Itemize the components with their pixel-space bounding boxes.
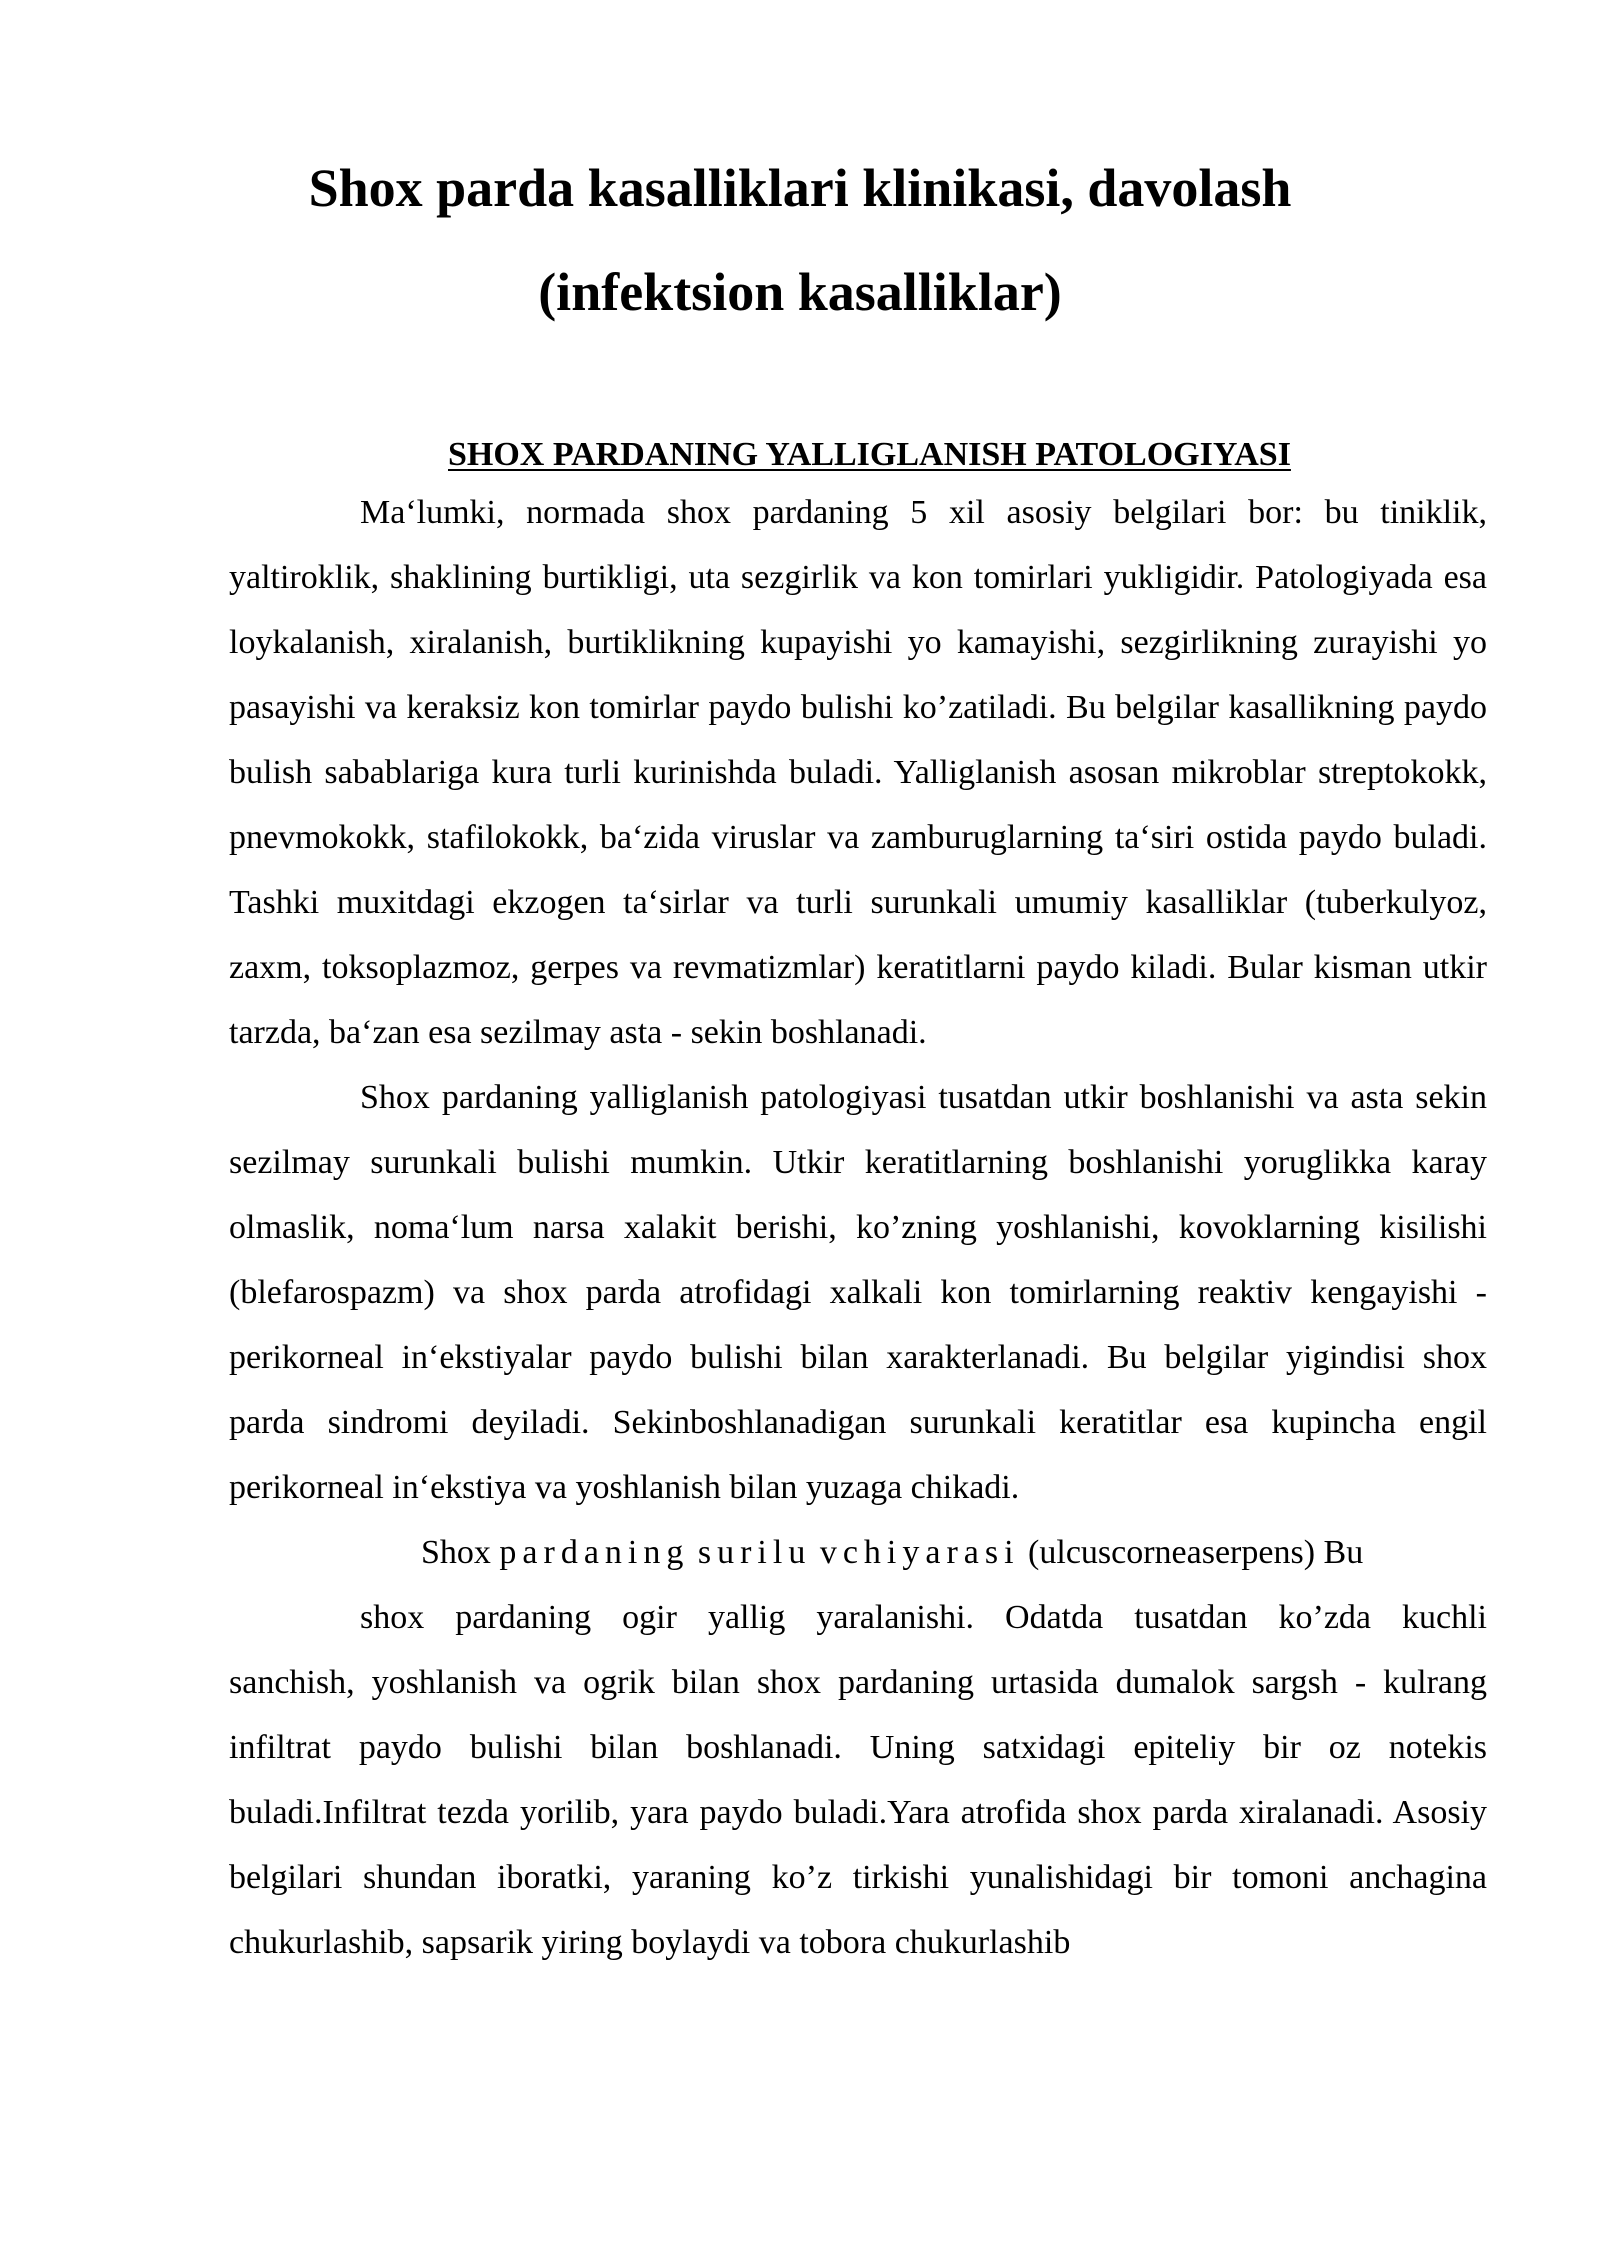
paragraph-2: Shox pardaning yalliglanish patologiyasi tusatdan utkir boshlanishi va asta sekin sezilmay surunkali bulishi mumkin. Utkir keratitlarning boshlanishi yoruglikka karay olmaslik, noma‘lum narsa xalakit berishi, ko’zning yoshlanishi, kovoklarning kisilishi (blefarospazm) va shox parda atrofidagi xalkali kon tomirlarning reaktiv kengayishi - perikorneal in‘ekstiyalar paydo bulishi bilan xarakterlanadi. Bu belgilar yigindisi shox parda sindromi deyiladi. Sekinboshlanadigan surunkali keratitlar esa kupincha engil perikorneal in‘ekstiya va yoshlanish bilan yuzaga chikadi. <box>229 1079 1487 1506</box>
document-body <box>229 480 1487 1975</box>
section-heading: SHOX PARDANING YALLIGLANISH PATOLOGIYASI <box>448 436 1291 473</box>
document-title-line-2: (infektsion kasalliklar) <box>538 262 1062 322</box>
paragraph-3-rest: (ulcuscorneaserpens) Bu <box>1028 1534 1364 1571</box>
paragraph-3-spaced-1: pardaning <box>499 1534 690 1571</box>
paragraph-3-spaced-2: surilu <box>697 1534 812 1571</box>
paragraph-1: Ma‘lumki, normada shox pardaning 5 xil asosiy belgilari bor: bu tiniklik, yaltiroklik, shaklining burtikligi, uta sezgirlik va kon tomirlari yukligidir. Patologiyada esa loykalanish, xiralanish, burtiklikning kupayishi yo kamayishi, sezgirlikning zurayishi yo pasayishi va keraksiz kon tomirlar paydo bulishi ko’zatiladi. Bu belgilar kasallikning paydo bulish sabablariga kura turli kurinishda buladi. Yalliglanish asosan mikroblar streptokokk, pnevmokokk, stafilokokk, ba‘zida viruslar va zamburuglarning ta‘siri ostida paydo buladi. Tashki muxitdagi ekzogen ta‘sirlar va turli surunkali umumiy kasalliklar (tuberkulyoz, zaxm, toksoplazmoz, gerpes va revmatizmlar) keratitlarni paydo kiladi. Bular kisman utkir tarzda, ba‘zan esa sezilmay asta - sekin boshlanadi. <box>229 494 1487 1051</box>
paragraph-3-lead: Shox <box>421 1534 491 1571</box>
paragraph-3-line-1 <box>229 1520 1487 1585</box>
paragraph-3-line-2: shox pardaning ogir yallig yaralanishi. Odatda tusatdan ko’zda kuchli <box>360 1599 1487 1636</box>
paragraph-4: sanchish, yoshlanish va ogrik bilan shox pardaning urtasida dumalok sargsh - kulrang infiltrat paydo bulishi bilan boshlanadi. Uning satxidagi epiteliy bir oz notekis buladi.Infiltrat tezda yorilib, yara paydo buladi.Yara atrofida shox parda xiralanadi. Asosiy belgilari shundan iboratki, yaraning ko’z tirkishi yunalishidagi bir tomoni anchagina chukurlashib, sapsarik yiring boylaydi va tobora chukurlashib <box>229 1664 1487 1961</box>
paragraph-3-spaced-3: vchiyarasi <box>819 1534 1020 1571</box>
document-title-line-1: Shox parda kasalliklari klinikasi, davolash <box>308 158 1292 218</box>
